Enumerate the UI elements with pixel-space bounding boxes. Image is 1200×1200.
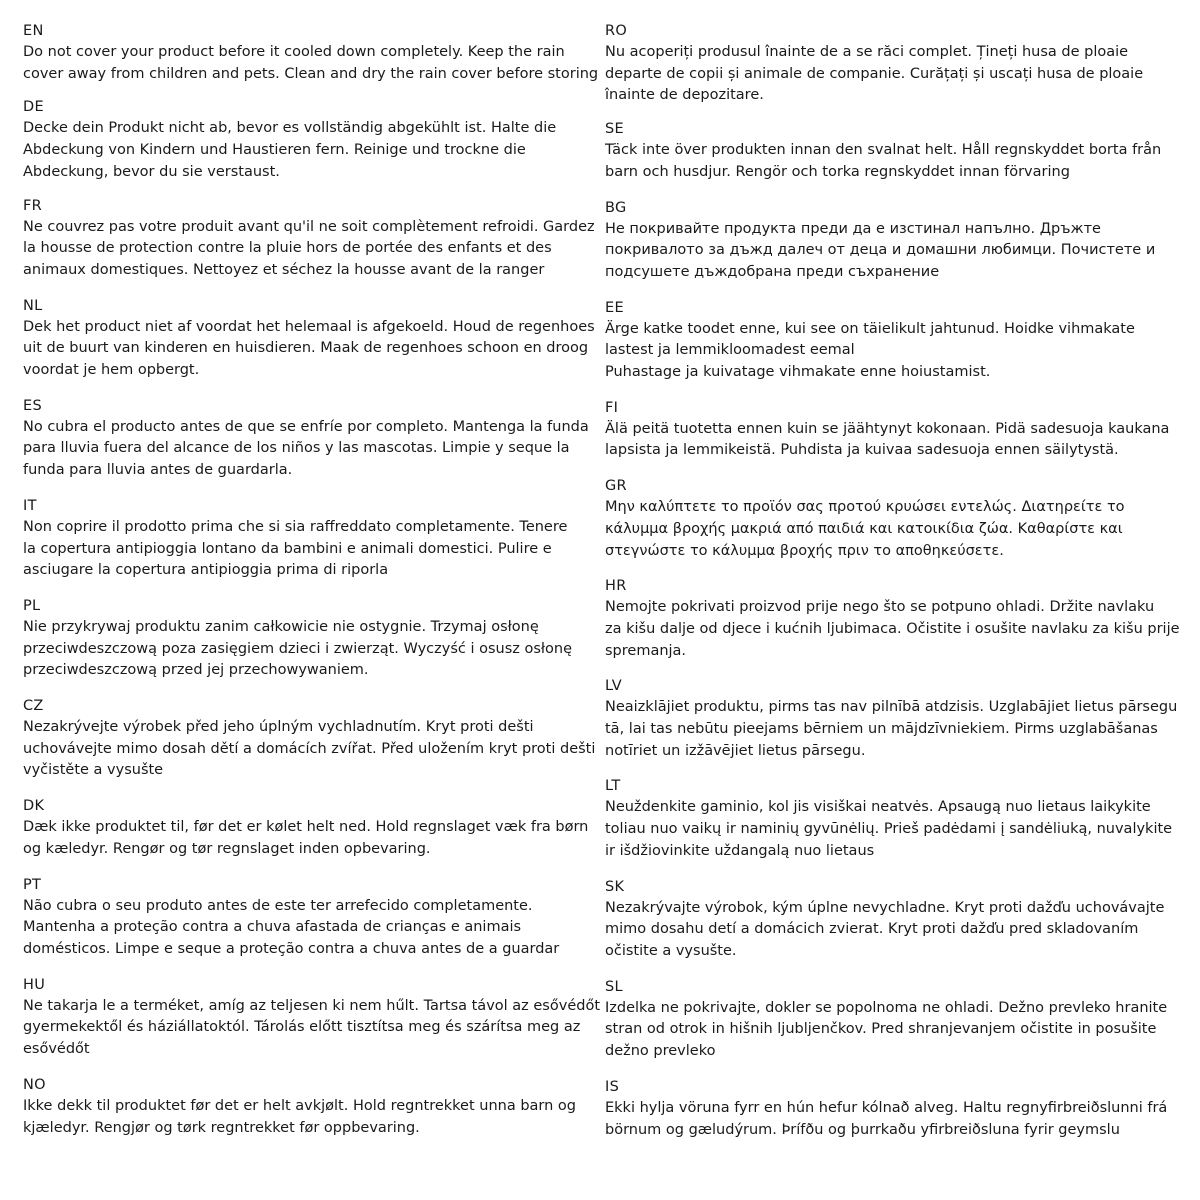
language-block-sk (605, 876, 1180, 963)
language-block-es (23, 395, 603, 482)
language-block-lv (605, 675, 1180, 762)
language-code: SE (605, 121, 624, 138)
language-code: LV (605, 678, 623, 695)
language-text: Dek het product niet af voordat het helemaal is afgekoeld. Houd de regenhoes uit de buurt van kinderen en huisdieren. Maak de regenhoes schoon en droog voordat je hem opbergt. (23, 318, 595, 379)
language-code: IS (605, 1078, 620, 1095)
language-code: CZ (23, 698, 44, 715)
language-text: Ne couvrez pas votre produit avant qu'il ne soit complètement refroidi. Gardez la housse de protection contre la pluie hors de portée des enfants et des animaux domestiques. Nettoyez et séchez la housse avant de la ranger (23, 218, 595, 278)
language-block-fr (23, 195, 603, 282)
language-code: NL (23, 297, 43, 314)
language-block-hr (605, 575, 1180, 662)
language-text: Izdelka ne pokrivajte, dokler se popolnoma ne ohladi. Dežno prevleko hranite stran od otrok in hišnih ljubljenčkov. Pred shranjevanjem očistite in posušite dežno prevleko (605, 999, 1168, 1060)
language-text: Nezakrývajte výrobok, kým úplne nevychladne. Kryt proti dažďu uchovávajte mimo dosahu detí a domácich zvierat. Kryt proti dažďu pred skladovaním očistite a vysušte. (605, 899, 1165, 959)
language-text: Ikke dekk til produktet før det er helt avkjølt. Hold regntrekket unna barn og kjæledyr. Rengjør og tørk regntrekket før oppbevaring. (23, 1097, 577, 1136)
left-column (23, 20, 603, 1139)
language-block-it (23, 495, 603, 582)
language-block-pl (23, 595, 603, 682)
language-block-se (605, 118, 1180, 183)
language-code: FR (23, 197, 43, 214)
language-text: Do not cover your product before it cooled down completely. Keep the rain cover away from children and pets. Clean and dry the rain cover before storing (23, 44, 599, 82)
language-code: EE (605, 299, 624, 316)
language-text: Dæk ikke produktet til, før det er kølet helt ned. Hold regnslaget væk fra børn og kæledyr. Rengør og tør regnslaget inden opbevaring. (23, 819, 589, 857)
language-block-dk (23, 795, 603, 860)
language-text: Не покривайте продукта преди да е изстинал напълно. Дръжте покривалото за дъжд далеч от деца и домашни любимци. Почистете и подсушете дъждобрана преди съхранение (605, 220, 1156, 280)
language-block-pt (23, 874, 603, 961)
language-block-hu (23, 974, 603, 1061)
language-block-bg (605, 197, 1180, 284)
language-text: Ne takarja le a terméket, amíg az teljesen ki nem hűlt. Tartsa távol az esővédőt gyermekektől és háziállatoktól. Tárolás előtt tisztítsa meg és szárítsa meg az esővédőt (23, 997, 600, 1058)
language-block-no (23, 1074, 603, 1139)
language-text: Neuždenkite gaminio, kol jis visiškai neatvės. Apsaugą nuo lietaus laikykite toliau nuo vaikų ir naminių gyvūnėlių. Prieš padėdami į sandėliuką, nuvalykite ir išdžiovinkite uždangalą nuo lietaus (605, 799, 1173, 859)
right-column (605, 20, 1180, 1141)
language-block-ee (605, 297, 1180, 384)
language-code: FI (605, 399, 619, 416)
language-code: EN (23, 23, 44, 39)
language-block-lt (605, 775, 1180, 862)
language-code: RO (605, 23, 628, 39)
language-text: Ärge katke toodet enne, kui see on täielikult jahtunud. Hoidke vihmakate lastest ja lemmikloomadest eemal Puhastage ja kuivatage vihmakate enne hoiustamist. (605, 320, 1135, 381)
language-text: Nemojte pokrivati proizvod prije nego što se potpuno ohladi. Držite navlaku za kišu dalje od djece i kućnih ljubimaca. Očistite i osušite navlaku za kišu prije spremanja. (605, 599, 1180, 659)
language-block-sl (605, 976, 1180, 1063)
language-text: Neaizklājiet produktu, pirms tas nav pilnībā atdzisis. Uzglabājiet lietus pārsegu tā, lai tas nebūtu pieejams bērniem un mājdzīvniekiem. Pirms uzglabāšanas notīriet un izžāvējiet lietus pārsegu. (605, 699, 1178, 759)
language-block-gr (605, 475, 1180, 562)
language-text: No cubra el producto antes de que se enfríe por completo. Mantenga la funda para lluvia fuera del alcance de los niños y las mascotas. Limpie y seque la funda para lluvia antes de guardarla. (23, 418, 589, 479)
language-block-ro (605, 20, 1180, 107)
language-code: DK (23, 798, 45, 815)
language-block-is (605, 1076, 1180, 1141)
language-block-en (23, 20, 603, 85)
language-code: SL (605, 978, 623, 995)
language-text: Täck inte över produkten innan den svalnat helt. Håll regnskyddet borta från barn och husdjur. Rengör och torka regnskyddet innan förvaring (605, 142, 1162, 180)
language-text: Nu acoperiți produsul înainte de a se răci complet. Țineți husa de ploaie departe de copii și animale de companie. Curățați și uscați husa de ploaie înainte de depozitare. (605, 44, 1144, 104)
language-code: BG (605, 199, 627, 216)
language-code: HR (605, 578, 627, 595)
language-code: DE (23, 99, 44, 116)
language-code: SK (605, 878, 625, 895)
language-code: NO (23, 1076, 46, 1093)
language-code: GR (605, 478, 627, 495)
language-text: Ekki hylja vöruna fyrr en hún hefur kólnað alveg. Haltu regnyfirbreiðslunni frá börnum og gæludýrum. Þrífðu og þurrkaðu yfirbreiðsluna fyrir geymslu (605, 1099, 1168, 1138)
language-code: HU (23, 976, 46, 993)
language-text: Decke dein Produkt nicht ab, bevor es vollständig abgekühlt ist. Halte die Abdeckung von Kindern und Haustieren fern. Reinige und trockne die Abdeckung, bevor du sie verstaust. (23, 120, 557, 180)
language-code: LT (605, 778, 621, 795)
language-text: Älä peitä tuotetta ennen kuin se jäähtynyt kokonaan. Pidä sadesuoja kaukana lapsista ja lemmikeistä. Puhdista ja kuivaa sadesuoja ennen säilytystä. (605, 420, 1170, 459)
language-block-de (23, 96, 603, 183)
language-code: IT (23, 497, 37, 514)
language-text: Nie przykrywaj produktu zanim całkowicie nie ostygnie. Trzymaj osłonę przeciwdeszczową poza zasięgiem dzieci i zwierząt. Wyczyść i osusz osłonę przeciwdeszczową przed jej przechowywaniem. (23, 618, 573, 679)
language-text: Nezakrývejte výrobek před jeho úplným vychladnutím. Kryt proti dešti uchovávejte mimo dosah dětí a domácích zvířat. Před uložením kryt proti dešti vyčistěte a vysušte (23, 719, 596, 779)
language-text: Non coprire il prodotto prima che si sia raffreddato completamente. Tenere la copertura antipioggia lontano da bambini e animali domestici. Pulire e asciugare la copertura antipioggia prima di riporla (23, 518, 568, 579)
language-code: PT (23, 876, 42, 893)
language-code: ES (23, 397, 42, 414)
language-code: PL (23, 597, 41, 614)
language-block-fi (605, 397, 1180, 462)
language-block-nl (23, 295, 603, 382)
language-text: Μην καλύπτετε το προϊόν σας προτού κρυώσει εντελώς. Διατηρείτε το κάλυμμα βροχής μακριά από παιδιά και κατοικίδια ζώα. Καθαρίστε και στεγνώστε το κάλυμμα βροχής πριν το αποθηκεύσετε. (605, 499, 1125, 559)
language-block-cz (23, 695, 603, 782)
language-text: Não cubra o seu produto antes de este ter arrefecido completamente. Mantenha a proteção contra a chuva afastada de crianças e animais domésticos. Limpe e seque a proteção contra a chuva antes de a guardar (23, 897, 560, 957)
